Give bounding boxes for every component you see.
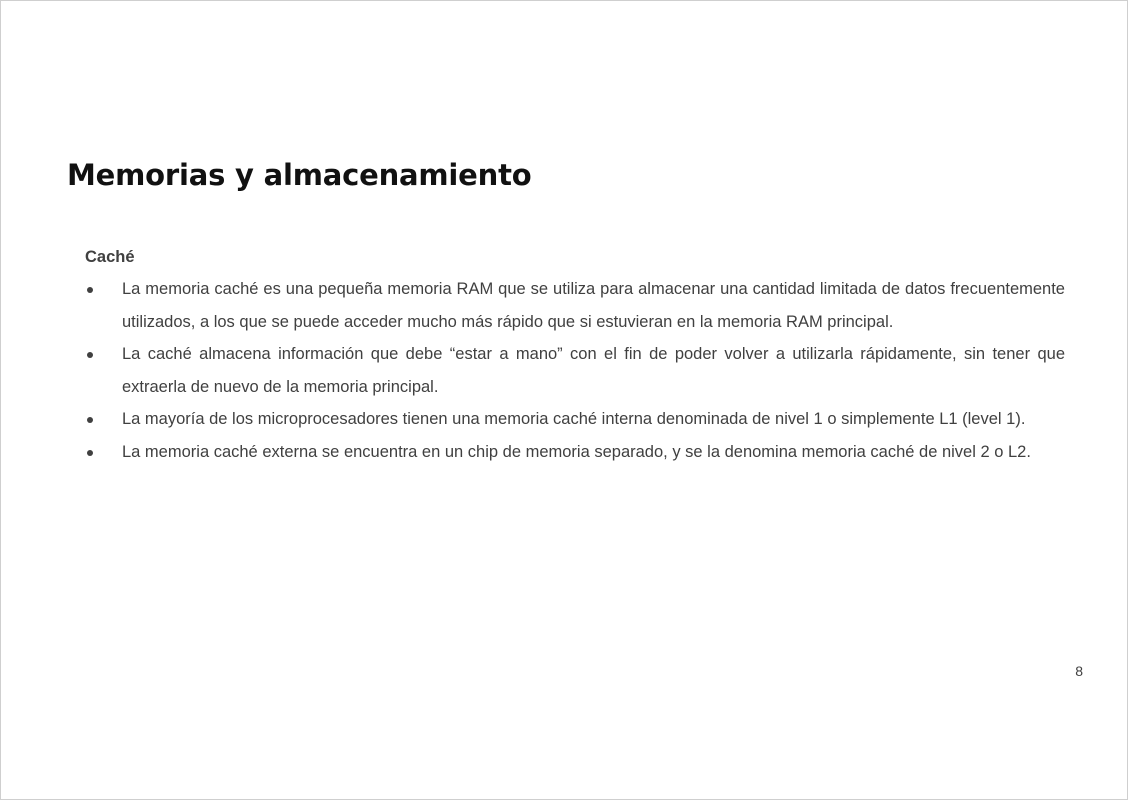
bullet-item: [85, 436, 1065, 469]
bullet-list: [85, 273, 1065, 469]
cache-section: [85, 243, 1065, 469]
bullet-text: La memoria caché es una pequeña memoria RAM que se utiliza para almacenar una cantidad limitada de datos frecuentemente utilizados, a los que se puede acceder mucho más rápido que si estuvieran en la memoria RAM principal.: [122, 280, 1065, 331]
bullet-dot-icon: [87, 450, 93, 456]
bullet-text: La mayoría de los microprocesadores tienen una memoria caché interna denominada de nivel 1 o simplemente L1 (level 1).: [122, 410, 1026, 429]
bullet-item: [85, 338, 1065, 403]
bullet-item: [85, 403, 1065, 436]
bullet-text: La memoria caché externa se encuentra en un chip de memoria separado, y se la denomina memoria caché de nivel 2 o L2.: [122, 442, 1031, 461]
bullet-item: [85, 273, 1065, 338]
slide-title: Memorias y almacenamiento: [67, 158, 532, 192]
bullet-dot-icon: [87, 417, 93, 423]
page-number: 8: [1075, 663, 1083, 679]
bullet-dot-icon: [87, 352, 93, 358]
bullet-text: La caché almacena información que debe “estar a mano” con el fin de poder volver a utilizarla rápidamente, sin tener que extraerla de nuevo de la memoria principal.: [122, 345, 1065, 396]
bullet-dot-icon: [87, 287, 93, 293]
section-heading: Caché: [85, 248, 135, 266]
